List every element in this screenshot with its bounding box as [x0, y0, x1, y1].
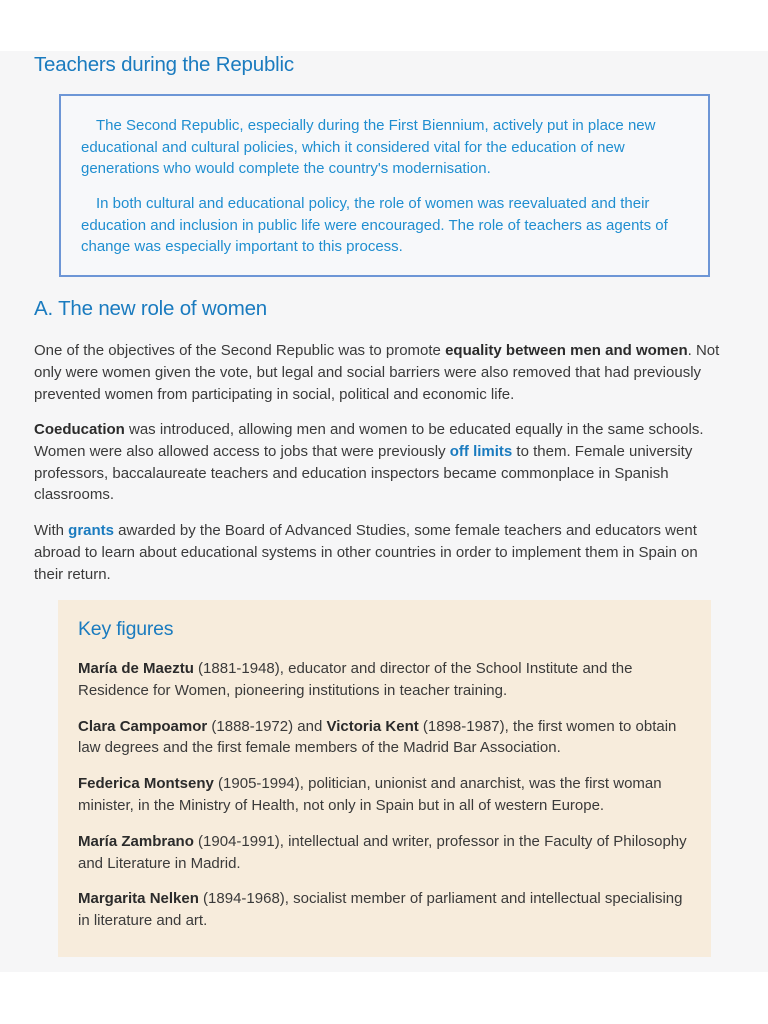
figure-name: Victoria Kent: [326, 717, 419, 735]
section-title-women: A. The new role of women: [34, 297, 267, 320]
figure-name: María Zambrano: [78, 832, 194, 850]
document-page: [0, 51, 768, 972]
paragraph-equality: [34, 340, 724, 405]
text: awarded by the Board of Advanced Studies, some female teachers and educators went abroad to learn about educational systems in other countries in order to implement them in Spain on their return.: [34, 522, 698, 583]
figure-name: María de Maeztu: [78, 660, 194, 677]
key-figures-title: Key figures: [78, 618, 174, 640]
paragraph-coeducation: [34, 419, 724, 506]
link-off-limits[interactable]: off limits: [449, 442, 513, 460]
text: was introduced, allowing men and women to be educated equally in the same schools. Women were also allowed access to jobs that were previously: [34, 421, 704, 460]
figure-name: Federica Montseny: [78, 775, 214, 793]
text: . Not only were women given the vote, but legal and social barriers were also removed that had previously prevented women from participating in social, political and economic life.: [34, 342, 720, 403]
paragraph-grants: [34, 520, 724, 585]
figure-description: (1898-1987), the first women to obtain law degrees and the first female members of the Madrid Bar Association.: [78, 717, 677, 757]
figure-description: (1905-1994), politician, unionist and anarchist, was the first woman minister, in the Ministry of Health, not only in Spain but in all of western Europe.: [78, 775, 662, 814]
figure-description: (1881-1948), educator and director of the School Institute and the Residence for Women, pioneering institutions in teacher training.: [78, 660, 633, 699]
key-figure-montseny: [78, 773, 691, 817]
text: to them. Female university professors, baccalaureate teachers and education inspectors became commonplace in Spanish classrooms.: [34, 442, 693, 504]
key-figure-campoamor-kent: [78, 716, 691, 760]
bold-coeducation: Coeducation: [34, 421, 125, 438]
bold-equality: equality between men and women: [445, 342, 688, 359]
text: One of the objectives of the Second Republic was to promote: [34, 342, 446, 359]
figure-name: Margarita Nelken: [78, 890, 199, 908]
key-figure-nelken: [78, 888, 691, 932]
figure-name: Clara Campoamor: [78, 717, 208, 735]
link-grants[interactable]: grants: [68, 522, 115, 539]
key-figures-box: [58, 600, 711, 957]
section-title-teachers: Teachers during the Republic: [34, 53, 294, 76]
figure-description: (1894-1968), socialist member of parliament and intellectual specialising in literature and art.: [78, 890, 683, 930]
text: With: [34, 522, 69, 539]
key-figure-zambrano: [78, 831, 691, 875]
text: (1888-1972) and: [207, 717, 327, 735]
figure-description: (1904-1991), intellectual and writer, professor in the Faculty of Philosophy and Literature in Madrid.: [78, 832, 687, 872]
intro-paragraph-1: The Second Republic, especially during the First Biennium, actively put in place new educational and cultural policies, which it considered vital for the education of new generations who would complete the country's modernisation.: [81, 117, 656, 178]
key-figure-maeztu: [78, 658, 691, 702]
intro-box: [59, 94, 710, 277]
intro-paragraph-2: In both cultural and educational policy, the role of women was reevaluated and their education and inclusion in public life were encouraged. The role of teachers as agents of change was especially important to this process.: [81, 195, 668, 256]
